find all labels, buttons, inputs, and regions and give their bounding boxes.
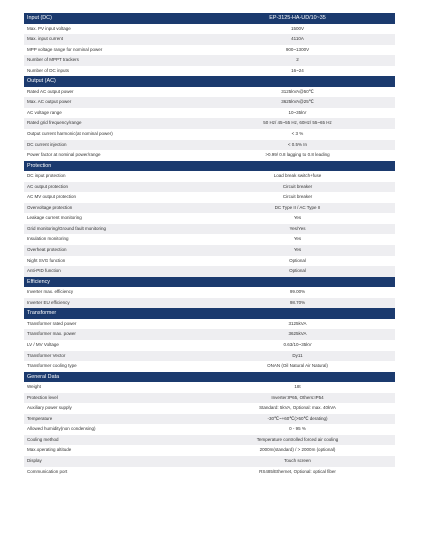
spec-value: Circuit breaker: [282, 183, 313, 189]
section-header-transformer: [24, 308, 395, 319]
spec-value: 2: [296, 57, 299, 63]
spec-row: [24, 245, 395, 256]
spec-label: Cooling method: [27, 436, 59, 442]
spec-value: 10~35kV: [288, 109, 307, 115]
spec-label: AC MV output protection: [27, 194, 77, 200]
spec-value: 16~24: [291, 67, 304, 73]
spec-row: [24, 351, 395, 362]
spec-label: Weight: [27, 384, 41, 390]
spec-label: Night SVG function: [27, 257, 66, 263]
spec-label: Leakage current monitoring: [27, 215, 82, 221]
spec-row: [24, 192, 395, 203]
spec-label: Rated AC output power: [27, 88, 74, 94]
spec-label: AC output protection: [27, 183, 69, 189]
spec-label: Inverter max. efficiency: [27, 289, 74, 295]
spec-label: Inverter EU efficiency: [27, 299, 70, 305]
spec-row: [24, 403, 395, 414]
section-model: EP-3125-HA-UD/10~35: [269, 15, 326, 21]
spec-label: Temperature: [27, 415, 53, 421]
spec-row: [24, 329, 395, 340]
spec-row: [24, 382, 395, 393]
spec-value: RS485/Ethernet, Optional: optical fiber: [259, 468, 336, 474]
spec-label: Anti-PID function: [27, 268, 61, 274]
spec-label: Auxiliary power supply: [27, 405, 72, 411]
spec-row: [24, 298, 395, 309]
spec-row: [24, 66, 395, 77]
spec-value: Yes: [293, 236, 302, 242]
spec-row: [24, 467, 395, 478]
spec-label: Transformer Vector: [27, 352, 66, 358]
spec-label: Grid monitoring/Ground fault monitoring: [27, 225, 107, 231]
spec-label: Transformer cooling type: [27, 363, 77, 369]
spec-row: [24, 182, 395, 193]
spec-row: [24, 234, 395, 245]
spec-value: < 0.5% In: [287, 141, 308, 147]
spec-row: [24, 456, 395, 467]
section-title: Input (DC): [27, 15, 52, 21]
spec-label: Transformer max. power: [27, 331, 76, 337]
section-header-input-dc: [24, 13, 395, 24]
spec-label: Max. PV input voltage: [27, 25, 71, 31]
spec-row: [24, 435, 395, 446]
spec-label: Number of MPPT trackers: [27, 57, 79, 63]
spec-row: [24, 319, 395, 330]
section-header-protection: [24, 161, 395, 172]
spec-value: Yes: [293, 247, 302, 253]
spec-value: Yes: [293, 215, 302, 221]
spec-row: [24, 45, 395, 56]
spec-row: [24, 150, 395, 161]
spec-row: [24, 97, 395, 108]
spec-row: [24, 445, 395, 456]
section-title: Protection: [27, 162, 52, 169]
spec-label: Max.operating altitude: [27, 447, 72, 453]
section-header-efficiency: [24, 277, 395, 288]
spec-value: Yes/Yes: [289, 225, 306, 231]
spec-label: Allowed humidity(non condensing): [27, 426, 96, 432]
spec-row: [24, 87, 395, 98]
spec-label: Max. AC output power: [27, 99, 72, 105]
spec-value: 3125kVA: [288, 320, 307, 326]
spec-label: LV / MV Voltage: [27, 341, 59, 347]
section-title: General Data: [27, 373, 60, 380]
spec-row: [24, 55, 395, 66]
spec-row: [24, 24, 395, 35]
spec-value: Load break switch+fuse: [273, 173, 322, 179]
spec-row: [24, 108, 395, 119]
spec-row: [24, 224, 395, 235]
spec-value: 98.70%: [289, 299, 306, 305]
spec-label: Communication port: [27, 468, 68, 474]
spec-value: 3625kVA: [288, 331, 307, 337]
spec-label: DC current injection: [27, 141, 67, 147]
spec-row: [24, 424, 395, 435]
spec-value: 2000m(standard) / > 2000m (optional): [259, 447, 336, 453]
spec-label: Output current harmonic(at nominal power): [27, 131, 113, 137]
section-title: Transformer: [27, 310, 57, 317]
spec-label: Overheat protection: [27, 247, 67, 253]
spec-label: Max. input current: [27, 36, 64, 42]
spec-row: [24, 129, 395, 140]
spec-row: [24, 171, 395, 182]
spec-row: [24, 393, 395, 404]
spec-row: [24, 340, 395, 351]
spec-row: [24, 361, 395, 372]
spec-value: 900~1300V: [285, 46, 310, 52]
spec-row: [24, 140, 395, 151]
spec-row: [24, 203, 395, 214]
spec-row: [24, 34, 395, 45]
spec-value: Optional: [289, 268, 306, 274]
section-header-general-data: [24, 372, 395, 383]
section-title: Efficiency: [27, 278, 50, 285]
spec-label: Overvoltage protection: [27, 204, 73, 210]
spec-label: Number of DC inputs: [27, 67, 70, 73]
spec-value: 99.00%: [289, 289, 306, 295]
spec-value: 4110A: [291, 36, 304, 42]
spec-row: [24, 414, 395, 425]
spec-value: 18t: [294, 384, 301, 390]
spec-row: [24, 256, 395, 267]
spec-value: 3125kVA@50℃: [281, 88, 314, 94]
spec-row: [24, 118, 395, 129]
spec-label: Display: [27, 457, 42, 463]
spec-value: Optional: [289, 257, 306, 263]
spec-label: DC input protection: [27, 173, 66, 179]
spec-label: Transformer rated power: [27, 320, 77, 326]
spec-value: Circuit breaker: [282, 194, 313, 200]
section-title: Output (AC): [27, 78, 56, 85]
spec-label: Rated grid frequency/range: [27, 120, 82, 126]
spec-value: ONAN (Oil Natural Air Natural): [267, 363, 328, 369]
spec-value: Temperature controlled forced air cooling: [256, 436, 339, 442]
spec-value: 0 - 95 %: [289, 426, 306, 432]
spec-value: >0.99/ 0.8 lagging to 0.8 leading: [265, 152, 330, 158]
spec-value: 0.63/10~35kV: [283, 341, 312, 347]
spec-row: [24, 213, 395, 224]
spec-value: -30℃~+60℃(>50℃ derating): [267, 415, 328, 421]
section-header-output-ac: [24, 76, 395, 87]
spec-label: Protection level: [27, 394, 58, 400]
spec-value: 1500V: [290, 25, 304, 31]
spec-row: [24, 287, 395, 298]
spec-label: Power factor at nominal power/range: [27, 152, 101, 158]
spec-label: Insulation monitoring: [27, 236, 69, 242]
spec-value: 3625kVA@25℃: [281, 99, 314, 105]
spec-row: [24, 266, 395, 277]
datasheet-table: [24, 13, 395, 477]
spec-value: Standard: 5kVA, Optional: max. 40kVA: [259, 405, 336, 411]
spec-label: MPP voltage range for nominal power: [27, 46, 103, 52]
spec-value: 50 Hz/ 45~55 Hz, 60Hz/ 55~65 Hz: [263, 120, 332, 126]
spec-label: AC voltage range: [27, 109, 62, 115]
spec-value: Inverter:IP65, Others:IP54: [271, 394, 324, 400]
spec-value: DC Type II / AC Type II: [274, 204, 321, 210]
spec-value: Touch screen: [284, 457, 311, 463]
spec-value: Dy11: [292, 352, 303, 358]
spec-value: < 3 %: [291, 131, 304, 137]
